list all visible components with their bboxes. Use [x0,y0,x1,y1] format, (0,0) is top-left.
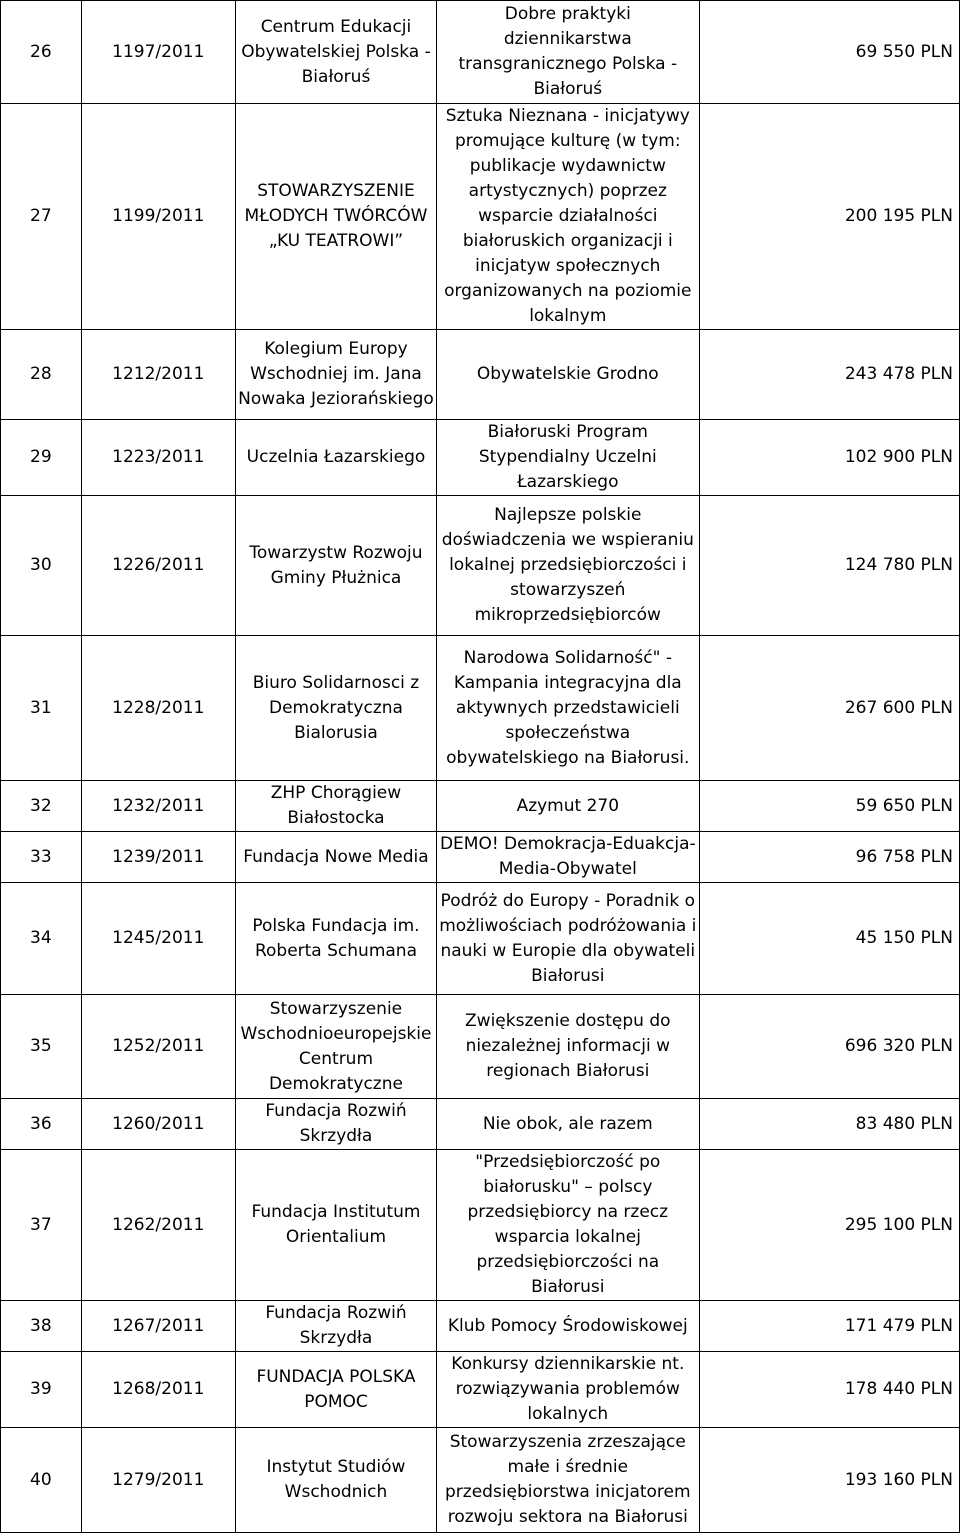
row-number-cell: 29 [1,420,82,496]
table-row [1,1301,960,1352]
amount-cell: 696 320 PLN [699,995,959,1099]
project-title-cell: Sztuka Nieznana - inicjatywy promujące kulturę (w tym: publikacje wydawnictw artystycznych) poprzez wsparcie działalności białoruskich organizacji i inicjatyw społecznych organizowanych na poziomie lokalnym [437,104,699,330]
row-number-cell: 34 [1,883,82,995]
row-number-cell: 31 [1,636,82,781]
amount-cell: 124 780 PLN [699,496,959,636]
amount-cell: 102 900 PLN [699,420,959,496]
amount-cell: 267 600 PLN [699,636,959,781]
project-title-cell: Podróż do Europy - Poradnik o możliwościach podróżowania i nauki w Europie dla obywateli Białorusi [437,883,699,995]
row-number-cell: 35 [1,995,82,1099]
organization-cell: Towarzystw Rozwoju Gminy Płużnica [235,496,436,636]
row-number-cell: 33 [1,832,82,883]
table-row [1,636,960,781]
row-number-cell: 40 [1,1428,82,1533]
amount-cell: 69 550 PLN [699,1,959,104]
row-number-cell: 37 [1,1150,82,1301]
decision-number-cell: 1252/2011 [81,995,235,1099]
row-number-cell: 32 [1,781,82,832]
organization-cell: Centrum Edukacji Obywatelskiej Polska - Białoruś [235,1,436,104]
decision-number-cell: 1260/2011 [81,1099,235,1150]
table-row [1,420,960,496]
organization-cell: Fundacja Institutum Orientalium [235,1150,436,1301]
amount-cell: 178 440 PLN [699,1352,959,1428]
amount-cell: 96 758 PLN [699,832,959,883]
organization-cell: Polska Fundacja im. Roberta Schumana [235,883,436,995]
decision-number-cell: 1232/2011 [81,781,235,832]
project-title-cell: Zwiększenie dostępu do niezależnej informacji w regionach Białorusi [437,995,699,1099]
decision-number-cell: 1262/2011 [81,1150,235,1301]
project-title-cell: Klub Pomocy Środowiskowej [437,1301,699,1352]
project-title-cell: Nie obok, ale razem [437,1099,699,1150]
amount-cell: 200 195 PLN [699,104,959,330]
amount-cell: 243 478 PLN [699,330,959,420]
row-number-cell: 28 [1,330,82,420]
decision-number-cell: 1228/2011 [81,636,235,781]
row-number-cell: 38 [1,1301,82,1352]
organization-cell: Kolegium Europy Wschodniej im. Jana Nowaka Jeziorańskiego [235,330,436,420]
table-row [1,832,960,883]
table-row [1,1,960,104]
table-row [1,1099,960,1150]
amount-cell: 295 100 PLN [699,1150,959,1301]
organization-cell: Fundacja Rozwiń Skrzydła [235,1301,436,1352]
project-title-cell: "Przedsiębiorczość po białorusku" – polscy przedsiębiorcy na rzecz wsparcia lokalnej przedsiębiorczości na Białorusi [437,1150,699,1301]
project-title-cell: Białoruski Program Stypendialny Uczelni Łazarskiego [437,420,699,496]
table-row [1,496,960,636]
project-title-cell: DEMO! Demokracja-Eduakcja-Media-Obywatel [437,832,699,883]
table-row [1,883,960,995]
table-row [1,1352,960,1428]
organization-cell: Instytut Studiów Wschodnich [235,1428,436,1533]
decision-number-cell: 1268/2011 [81,1352,235,1428]
project-title-cell: Stowarzyszenia zrzeszające małe i średnie przedsiębiorstwa inicjatorem rozwoju sektora na Białorusi [437,1428,699,1533]
table-row [1,104,960,330]
table-row [1,1150,960,1301]
decision-number-cell: 1212/2011 [81,330,235,420]
project-title-cell: Dobre praktyki dziennikarstwa transgranicznego Polska - Białoruś [437,1,699,104]
decision-number-cell: 1245/2011 [81,883,235,995]
amount-cell: 171 479 PLN [699,1301,959,1352]
decision-number-cell: 1267/2011 [81,1301,235,1352]
organization-cell: Biuro Solidarnosci z Demokratyczna Bialorusia [235,636,436,781]
row-number-cell: 30 [1,496,82,636]
project-title-cell: Narodowa Solidarność" - Kampania integracyjna dla aktywnych przedstawicieli społeczeństwa obywatelskiego na Białorusi. [437,636,699,781]
row-number-cell: 26 [1,1,82,104]
project-title-cell: Azymut 270 [437,781,699,832]
project-title-cell: Obywatelskie Grodno [437,330,699,420]
table-row [1,995,960,1099]
amount-cell: 45 150 PLN [699,883,959,995]
organization-cell: FUNDACJA POLSKA POMOC [235,1352,436,1428]
table-row [1,330,960,420]
row-number-cell: 27 [1,104,82,330]
decision-number-cell: 1239/2011 [81,832,235,883]
project-title-cell: Konkursy dziennikarskie nt. rozwiązywania problemów lokalnych [437,1352,699,1428]
amount-cell: 193 160 PLN [699,1428,959,1533]
row-number-cell: 39 [1,1352,82,1428]
organization-cell: Fundacja Nowe Media [235,832,436,883]
table-row [1,781,960,832]
decision-number-cell: 1226/2011 [81,496,235,636]
organization-cell: ZHP Chorągiew Białostocka [235,781,436,832]
organization-cell: Uczelnia Łazarskiego [235,420,436,496]
project-title-cell: Najlepsze polskie doświadczenia we wspieraniu lokalnej przedsiębiorczości i stowarzyszeń mikroprzedsiębiorców [437,496,699,636]
organization-cell: Stowarzyszenie Wschodnioeuropejskie Centrum Demokratyczne [235,995,436,1099]
amount-cell: 83 480 PLN [699,1099,959,1150]
decision-number-cell: 1197/2011 [81,1,235,104]
decision-number-cell: 1223/2011 [81,420,235,496]
organization-cell: Fundacja Rozwiń Skrzydła [235,1099,436,1150]
amount-cell: 59 650 PLN [699,781,959,832]
row-number-cell: 36 [1,1099,82,1150]
organization-cell: STOWARZYSZENIE MŁODYCH TWÓRCÓW „KU TEATROWI” [235,104,436,330]
decision-number-cell: 1279/2011 [81,1428,235,1533]
table-row [1,1428,960,1533]
decision-number-cell: 1199/2011 [81,104,235,330]
